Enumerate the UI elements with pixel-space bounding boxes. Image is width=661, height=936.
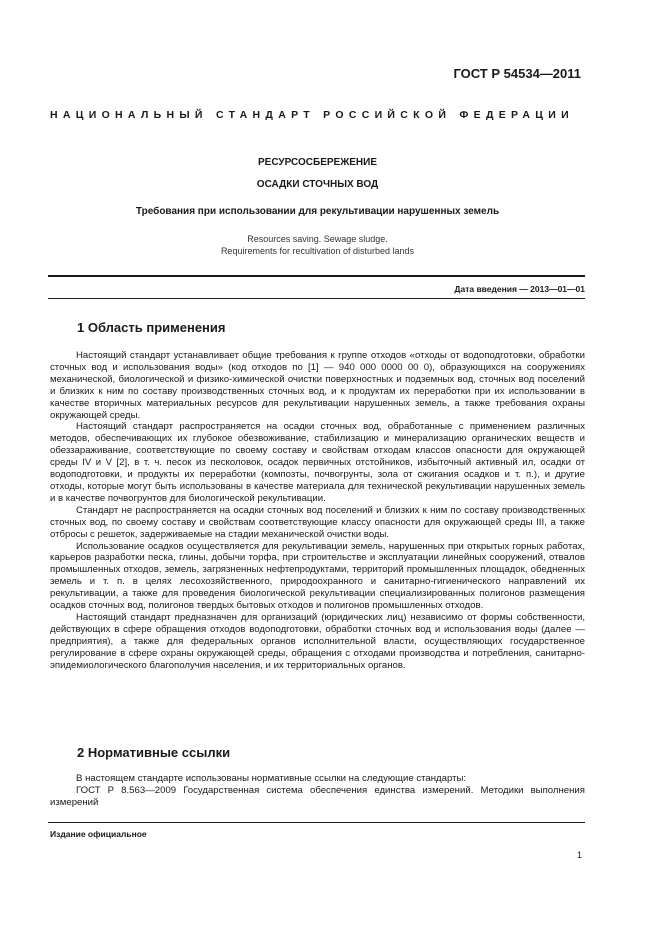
section-2-paragraph: ГОСТ Р 8.563—2009 Государственная система обеспечения единства измерений. Методики выполнения измерений	[50, 784, 585, 808]
document-code: ГОСТ Р 54534—2011	[453, 66, 581, 81]
section-1-paragraph: Настоящий стандарт устанавливает общие требования к группе отходов «отходы от водоподготовки, обработки сточных вод и использования воды» (код отходов по [1] — 940 000 0000 00 0), образующихся на сооружениях механической, биологической и физико-химической очистки поверхностных и подземных вод, сточных вод поселений и близких к ним по составу производственных сточных вод, и к продуктам их переработки при их использовании в качестве вторичных материальных ресурсов для рекультивации нарушенных земель, а также требования охраны окружающей среды.	[50, 350, 585, 421]
introduction-date: Дата введения — 2013—01—01	[454, 284, 585, 294]
section-1-paragraph: Настоящий стандарт распространяется на осадки сточных вод, обработанные с применением различных методов, обеспечивающих их глубокое обезвоживание, стабилизацию и минерализацию органических веществ и обеззараживание, соответствующие по своему составу и свойствам отходам классов опасности для окружающей среды IV и V [2], в т. ч. песок из песколовок, осадок первичных отстойников, избыточный активный ил, осадки от водоподготовки, и продукты их переработки (композты, почвогрунты, зола от сжигания осадков и т. п.), и другие отходы, которые могут быть использованы в качестве материала для технической рекультивации нарушенных земель и в качестве почвогрунтов для биологической рекультивации.	[50, 421, 585, 504]
subtitle: Требования при использовании для рекультивации нарушенных земель	[135, 206, 500, 217]
national-standard-banner: НАЦИОНАЛЬНЫЙ СТАНДАРТ РОССИЙСКОЙ ФЕДЕРАЦИИ	[50, 109, 574, 121]
section-1-paragraph: Использование осадков осуществляется для рекультивации земель, нарушенных при открытых горных работах, карьеров разработки песка, глины, добычи торфа, при строительстве и эксплуатации линейных сооружений, отвалов промышленных отходов, земель, загрязненных нефтепродуктами, территорий промышленных площадок, обедненных земель и т. п. в целях лесохозяйственного, природоохранного и санитарно-гигиенического направлений их рекультивации, а также для проведения биологической рекультивации специализированных полигонов размещения осадков сточных вод, полигонов твердых бытовых отходов и полигонов промышленных отходов.	[50, 540, 585, 612]
footer-divider	[48, 822, 585, 823]
english-title-line-2: Requirements for recultivation of disturbed lands	[220, 246, 415, 256]
section-1-paragraph: Настоящий стандарт предназначен для организаций (юридических лиц) независимо от формы собственности, действующих в сфере обращения отходов водоподготовки, обработки сточных вод и использования воды (далее — предприятия), а также для федеральных органов исполнительной власти, осуществляющих государственное регулирование в сфере охраны окружающей среды, обращения с отходами производства и потребления, санитарно-эпидемиологического благополучия населения, и их территориальных органов.	[50, 611, 585, 671]
page-number: 1	[576, 850, 582, 860]
top-divider	[48, 275, 585, 277]
edition-note: Издание официальное	[50, 829, 147, 839]
section-2-heading: 2 Нормативные ссылки	[77, 745, 231, 760]
title-line-2: ОСАДКИ СТОЧНЫХ ВОД	[256, 179, 379, 190]
date-divider	[48, 298, 585, 299]
section-2-body	[50, 773, 585, 809]
section-1-heading: 1 Область применения	[77, 320, 226, 335]
section-1-body	[50, 350, 585, 671]
section-2-paragraph: В настоящем стандарте использованы нормативные ссылки на следующие стандарты:	[76, 773, 467, 784]
section-1-paragraph: Стандарт не распространяется на осадки сточных вод поселений и близких к ним по составу производственных сточных вод, по своему составу и свойствам соответствующие классу опасности для окружающей среды III, а также отбросы с решеток, задерживаемые на стадии механической очистки воды.	[50, 504, 585, 540]
title-line-1: РЕСУРСОСБЕРЕЖЕНИЕ	[257, 157, 378, 168]
english-title-line-1: Resources saving. Sewage sludge.	[247, 234, 388, 244]
